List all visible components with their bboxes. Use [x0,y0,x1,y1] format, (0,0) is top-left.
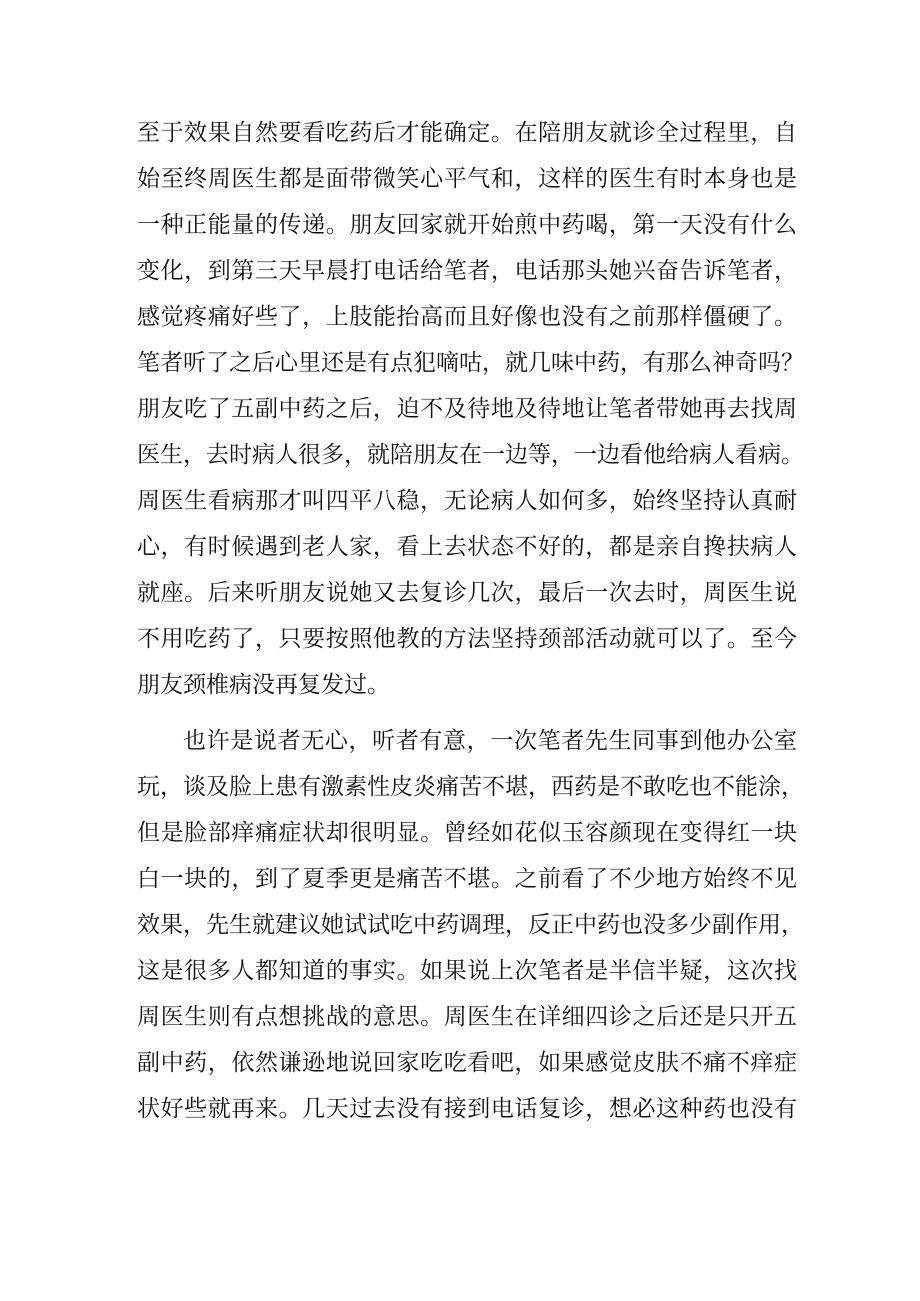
document-body [137,110,804,1132]
text-line: 但是脸部痒痛症状却很明显。曾经如花似玉容颜现在变得红一块 [137,820,797,846]
text-line: 朋友颈椎病没再复发过。 [137,672,390,698]
text-line: 状好些就再来。几天过去没有接到电话复诊，想必这种药也没有 [137,1096,797,1122]
text-line: 周医生则有点想挑战的意思。周医生在详细四诊之后还是只开五 [137,1004,797,1030]
paragraph-2 [137,718,804,1132]
text-line: 朋友吃了五副中药之后，迫不及待地及待地让笔者带她再去找周 [137,396,797,422]
paragraph-spacer [137,708,797,718]
text-line: 至于效果自然要看吃药后才能确定。在陪朋友就诊全过程里，自 [137,120,797,146]
text-line: 白一块的，到了夏季更是痛苦不堪。之前看了不少地方始终不见 [137,866,797,892]
text-line: 一种正能量的传递。朋友回家就开始煎中药喝，第一天没有什么 [137,212,797,238]
text-line: 感觉疼痛好些了，上肢能抬高而且好像也没有之前那样僵硬了。 [137,304,797,330]
text-line: 副中药，依然谦逊地说回家吃吃看吧，如果感觉皮肤不痛不痒症 [137,1050,797,1076]
text-line: 不用吃药了，只要按照他教的方法坚持颈部活动就可以了。至今 [137,626,797,652]
text-line: 就座。后来听朋友说她又去复诊几次，最后一次去时，周医生说 [137,580,797,606]
text-line: 心，有时候遇到老人家，看上去状态不好的，都是亲自搀扶病人 [137,534,797,560]
text-line: 效果，先生就建议她试试吃中药调理，反正中药也没多少副作用， [137,912,804,938]
text-line: 也许是说者无心，听者有意，一次笔者先生同事到他办公室 [183,728,797,754]
text-line: 这是很多人都知道的事实。如果说上次笔者是半信半疑，这次找 [137,958,797,984]
text-line: 始至终周医生都是面带微笑心平气和，这样的医生有时本身也是 [137,166,797,192]
text-line: 笔者听了之后心里还是有点犯嘀咕，就几味中药，有那么神奇吗？ [137,350,804,376]
text-line: 玩，谈及脸上患有激素性皮炎痛苦不堪，西药是不敢吃也不能涂， [137,774,804,800]
text-line: 医生，去时病人很多，就陪朋友在一边等，一边看他给病人看病。 [137,442,804,468]
text-line: 周医生看病那才叫四平八稳，无论病人如何多，始终坚持认真耐 [137,488,797,514]
text-line: 变化，到第三天早晨打电话给笔者，电话那头她兴奋告诉笔者， [137,258,797,284]
paragraph-1 [137,110,804,708]
